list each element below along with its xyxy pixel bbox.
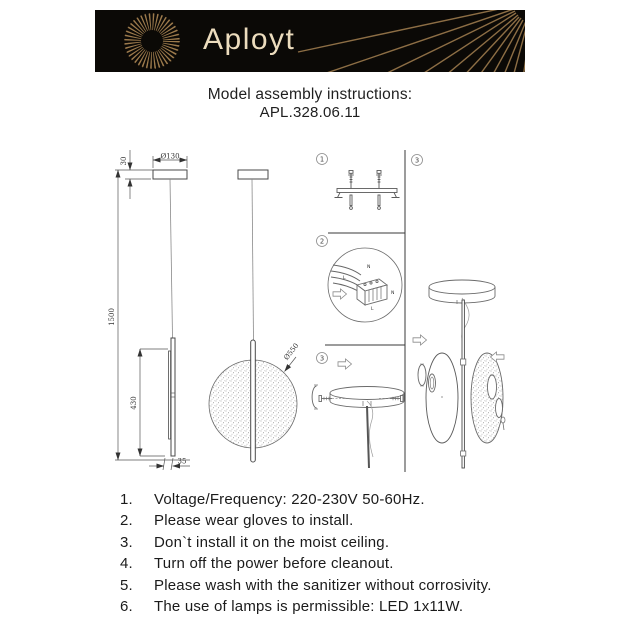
brand-banner — [95, 10, 525, 72]
arrow-right-icon — [413, 335, 427, 345]
decorative-rays — [95, 10, 525, 72]
step1-bracket-diagram — [335, 171, 400, 210]
arrow-right-icon — [338, 359, 352, 369]
list-item-number: 1. — [120, 491, 133, 508]
lamp-side-view — [153, 170, 187, 456]
svg-text:3: 3 — [414, 156, 420, 165]
list-item — [120, 532, 540, 553]
list-item — [120, 510, 540, 531]
list-item-text: The use of lamps is permissible: LED 1x11W. — [154, 598, 464, 616]
wire-label-n-top: N — [367, 265, 371, 270]
list-item-text: Don`t install it on the moist ceiling. — [154, 533, 390, 551]
list-item-text: Please wear gloves to install. — [154, 512, 354, 530]
list-item-number: 4. — [120, 555, 133, 573]
svg-text:2: 2 — [319, 237, 325, 246]
list-item-number: 3. — [120, 533, 133, 551]
list-item-number: 6. — [120, 598, 133, 616]
list-item-number: 5. — [120, 576, 133, 594]
dim-fixture-width: 35 — [177, 457, 187, 466]
svg-text:1: 1 — [319, 155, 325, 164]
list-item-number: 2. — [120, 512, 133, 530]
step2-wiring-diagram — [328, 248, 402, 322]
wire-label-l-left: L — [343, 276, 346, 281]
list-item-text: Turn off the power before cleanout. — [154, 555, 394, 573]
wire-label-n-right: N — [391, 291, 395, 296]
step3-assembly-diagram — [413, 280, 505, 468]
dim-overall-height: 1500 — [108, 308, 116, 326]
svg-text:3: 3 — [319, 354, 325, 363]
list-item — [120, 489, 540, 510]
step3-left-badge — [317, 353, 328, 364]
wire-label-l-bottom: L — [371, 307, 374, 312]
brand-name: Aployt — [203, 23, 296, 56]
model-number: APL.328.06.11 — [259, 104, 361, 121]
instruction-list — [120, 489, 540, 617]
page-title: Model assembly instructions: — [207, 86, 413, 103]
step3-right-badge — [412, 155, 423, 166]
dim-disc-diameter: Ø550 — [282, 341, 301, 362]
dim-canopy-height: 30 — [120, 156, 128, 166]
technical-drawing — [95, 135, 525, 485]
dim-fixture-height: 430 — [130, 396, 138, 410]
list-item-text: Please wash with the sanitizer without corrosivity. — [154, 576, 492, 594]
step3-canopy-diagram — [312, 359, 404, 468]
list-item — [120, 553, 540, 574]
dim-canopy-diameter: Ø130 — [160, 152, 180, 161]
list-item — [120, 596, 540, 617]
list-item — [120, 575, 540, 596]
lamp-front-view — [209, 170, 297, 462]
list-item-text: Voltage/Frequency: 220-230V 50-60Hz. — [154, 491, 425, 508]
step2-badge — [317, 236, 328, 247]
step1-badge — [317, 154, 328, 165]
